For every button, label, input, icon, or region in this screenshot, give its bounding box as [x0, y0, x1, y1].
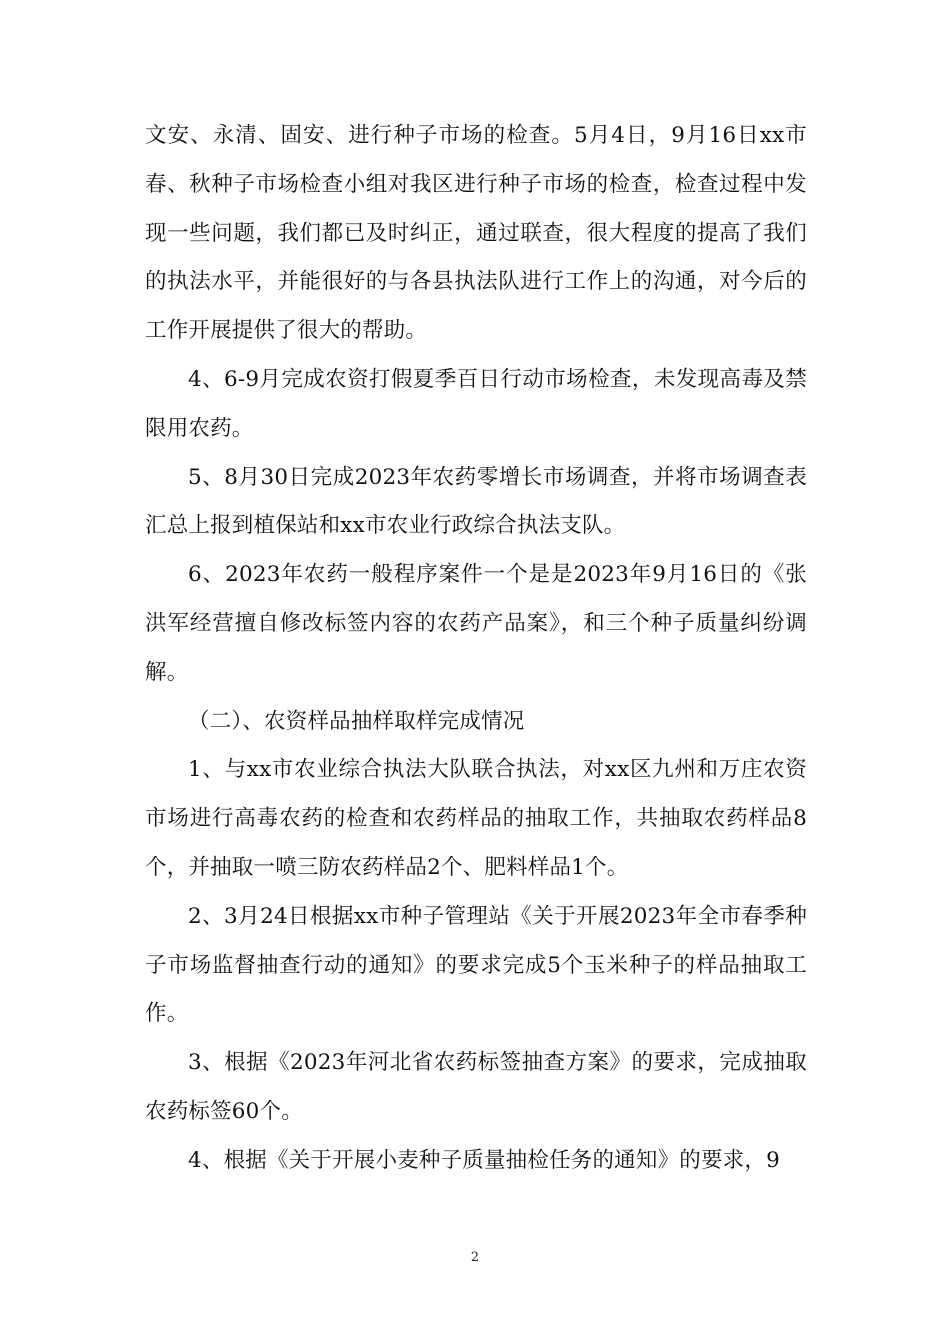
paragraph-sample-2: 2、3月24日根据xx市种子管理站《关于开展2023年全市春季种子市场监督抽查行动的通知》的要求完成5个玉米种子的样品抽取工作。 — [145, 903, 807, 1027]
paragraph-item-4: 4、6-9月完成农资打假夏季百日行动市场检查，未发现高毒及禁限用农药。 — [145, 366, 807, 441]
page-number: 2 — [470, 1250, 480, 1265]
paragraph-sample-3: 3、根据《2023年河北省农药标签抽查方案》的要求，完成抽取农药标签60个。 — [145, 1050, 807, 1124]
paragraph-sample-1: 1、与xx市农业综合执法大队联合执法，对xx区九州和万庄农资市场进行高毒农药的检查和农药样品的抽取工作，共抽取农药样品8个，并抽取一喷三防农药样品2个、肥料样品1个。 — [145, 757, 807, 880]
paragraph-continuation: 文安、永清、固安、进行种子市场的检查。5月4日，9月16日xx市春、秋种子市场检查小组对我区进行种子市场的检查，检查过程中发现一些问题，我们都已及时纠正，通过联查，很大程度的提高了我们的执法水平，并能很好的与各县执法队进行工作上的沟通，对今后的工作开展提供了很大的帮助。 — [145, 123, 807, 344]
section-heading: （二）、农资样品抽样取样完成情况 — [188, 708, 525, 734]
paragraph-item-6: 6、2023年农药一般程序案件一个是是2023年9月16日的《张洪军经营擅自修改标签内容的农药产品案》，和三个种子质量纠纷调解。 — [145, 562, 807, 685]
paragraph-item-5: 5、8月30日完成2023年农药零增长市场调查，并将市场调查表汇总上报到植保站和xx市农业行政综合执法支队。 — [145, 464, 807, 539]
document-body — [145, 112, 807, 1186]
paragraph-sample-4: 4、根据《关于开展小麦种子质量抽检任务的通知》的要求，9 — [188, 1147, 780, 1173]
